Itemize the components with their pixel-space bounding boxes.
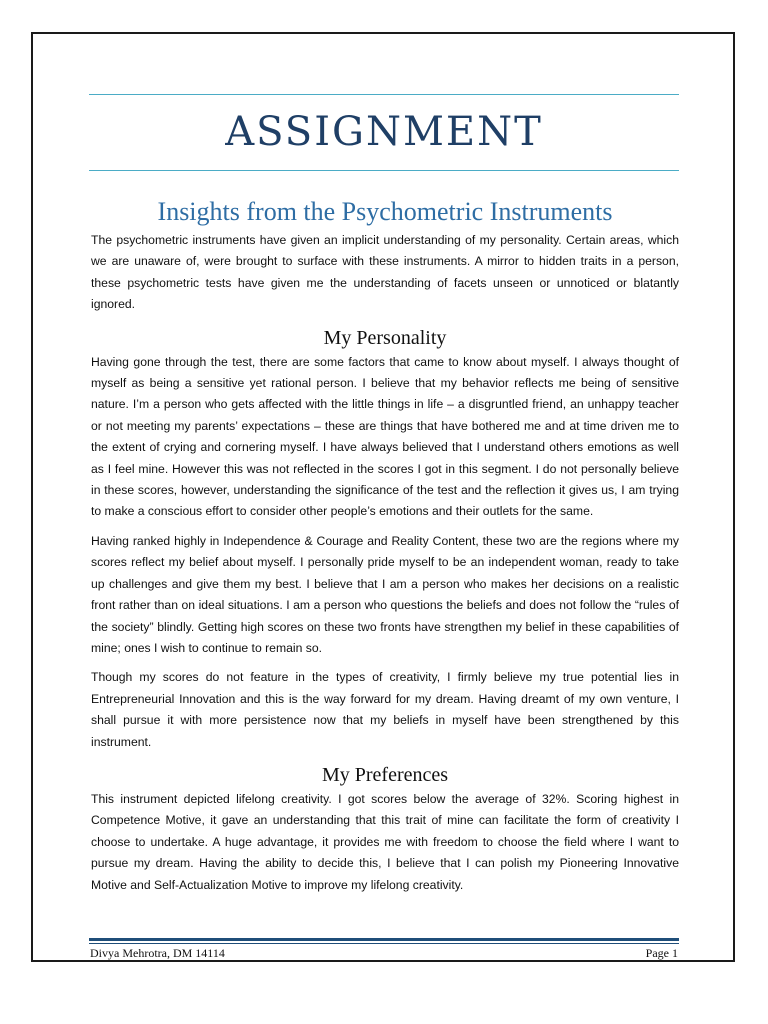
document-title: ASSIGNMENT	[225, 109, 543, 155]
intro-paragraph: The psychometric instruments have given an implicit understanding of my personality. Certain areas, which we are unaware of, were brought to surface with these instruments. A mirror to hidden traits in a person, these psychometric tests have given me the understanding of facets unseen or unnoticed or blatantly ignored.	[91, 233, 679, 312]
personality-paragraph-3: Though my scores do not feature in the types of creativity, I firmly believe my true potential lies in Entrepreneurial Innovation and this is the way forward for my dream. Having dreamt of my own venture, I shall pursue it with more persistence now that my beliefs in myself have been strengthened by this instrument.	[91, 670, 679, 749]
footer-rule-thick	[89, 938, 679, 941]
personality-paragraph-2: Having ranked highly in Independence & Courage and Reality Content, these two are the regions where my scores reflect my belief about myself. I personally pride myself to be an independent woman, ready to take up challenges and give them my best. I believe that I am a person who makes her decisions on a realistic front rather than on ideal situations. I am a person who questions the beliefs and does not follow the “rules of the society” blindly. Getting high scores on these two fronts have strengthen my belief in these capabilities of mine; ones I wish to continue to remain so.	[91, 533, 679, 655]
section-heading-personality: My Personality	[323, 326, 447, 349]
section-heading-preferences: My Preferences	[321, 763, 449, 786]
footer-page-number: Page 1	[645, 946, 678, 960]
document-body	[91, 194, 679, 904]
title-rule-top	[89, 94, 679, 95]
document-subtitle: Insights from the Psychometric Instruments	[157, 197, 613, 226]
footer-author: Divya Mehrotra, DM 14114	[90, 946, 225, 960]
title-rule-bottom	[89, 170, 679, 171]
personality-paragraph-1: Having gone through the test, there are some factors that came to know about myself. I always thought of myself as being a sensitive yet rational person. I believe that my behavior reflects me being of sensitive nature. I’m a person who gets affected with the little things in life – a disgruntled friend, an unhappy teacher or not meeting my parents’ expectations – these are things that have bothered me and at time driven me to the extent of crying and cornering myself. I have always believed that I understand others emotions as well as I feel mine. However this was not reflected in the scores I got in this segment. I do not personally believe in these scores, however, understanding the significance of the test and the reflection it gives us, I am trying to make a conscious effort to consider other people’s emotions and their outlets for the same.	[91, 354, 679, 519]
footer-rule-thin	[89, 943, 679, 944]
preferences-paragraph-1: This instrument depicted lifelong creativity. I got scores below the average of 32%. Scoring highest in Competence Motive, it gave an understanding that this trait of mine can facilitate the form of creativity I choose to undertake. A huge advantage, it provides me with freedom to choose the field where I want to pursue my dream. Having the ability to decide this, I believe that I can polish my Pioneering Innovative Motive and Self-Actualization Motive to improve my lifelong creativity.	[91, 791, 679, 892]
